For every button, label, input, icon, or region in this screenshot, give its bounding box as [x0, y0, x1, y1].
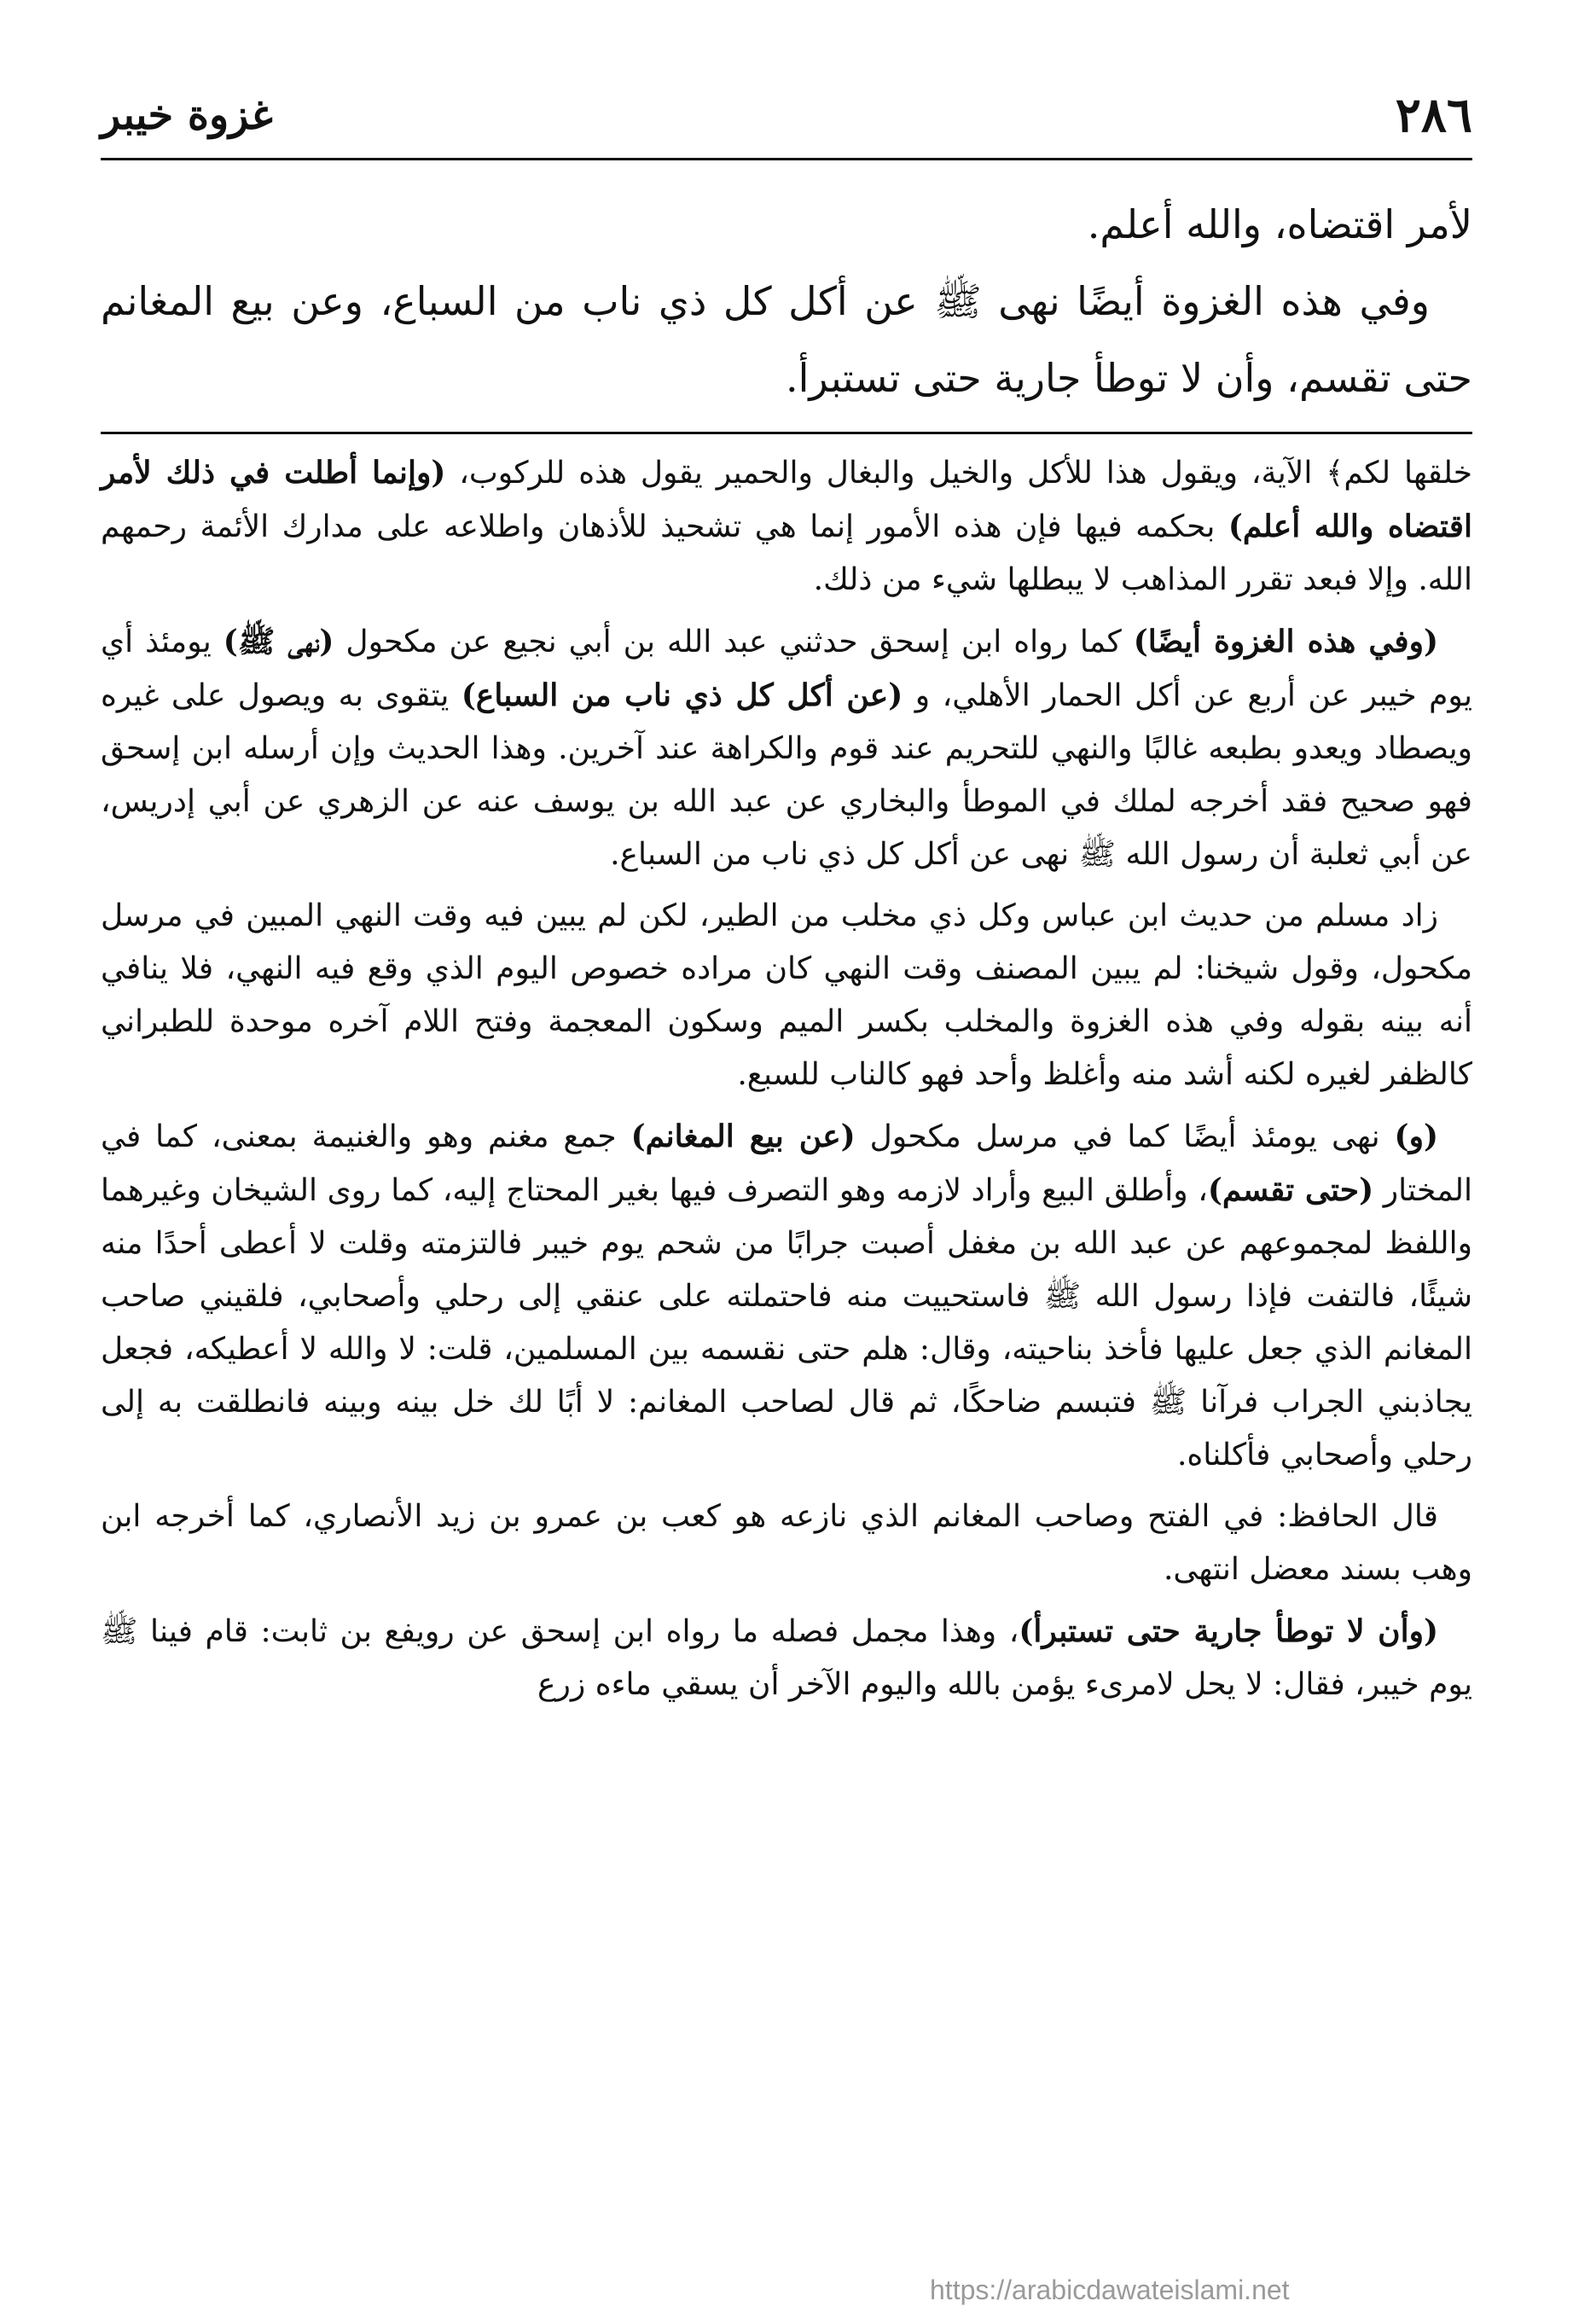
main-paragraph: وفي هذه الغزوة أيضًا نهى ﷺ عن أكل كل ذي ناب من السباع، وعن بيع المغانم حتى تقسم، وأن لا توطأ جارية حتى تستبرأ.	[101, 278, 1472, 401]
book-page	[101, 81, 1472, 1720]
commentary-text: جمع مغنم وهو والغنيمة بمعنى، كما في المختار	[101, 1119, 1472, 1208]
running-title: غزوة خيبر	[101, 91, 273, 139]
commentary-text: يتقوى به ويصول على غيره ويصطاد ويعدو بطبعه غالبًا والنهي للتحريم عند قوم والكراهة عند آخرين. وهذا الحديث وإن أرسله ابن إسحق فهو صحيح فقد أخرجه لملك في الموطأ والبخاري عن عبد الله بن يوسف عنه عن الزهري عن أبي إدريس، عن أبي ثعلبة أن رسول الله ﷺ نهى عن أكل كل ذي ناب من السباع.	[101, 678, 1472, 872]
main-text	[101, 186, 1472, 416]
commentary-text: يومئذ أي يوم خيبر عن أربع عن أكل الحمار الأهلي، و	[101, 625, 1472, 713]
quoted-matn: (وفي هذه الغزوة أيضًا)	[1133, 624, 1439, 659]
quoted-matn: (عن أكل كل ذي ناب من السباع)	[461, 677, 903, 713]
quoted-matn: (وأن لا توطأ جارية حتى تستبرأ)	[1019, 1613, 1439, 1649]
quoted-matn: (نهى ﷺ)	[223, 624, 334, 659]
watermark-url: https://arabicdawateislami.net	[930, 2275, 1290, 2305]
commentary-paragraph	[101, 446, 1472, 607]
divider-rule	[101, 432, 1472, 434]
main-paragraph: لأمر اقتضاه، والله أعلم.	[1087, 201, 1472, 247]
commentary-text: ، وأطلق البيع وأراد لازمه وهو التصرف فيها بغير المحتاج إليه، كما روى الشيخان وغيرهما واللفظ لمجموعهم عن عبد الله بن مغفل أصبت جرابًا من شحم يوم خيبر فالتزمته وقلت لا أعطى أحدًا منه شيئًا، فالتفت فإذا رسول الله ﷺ فاستحييت منه فاحتملته على عنقي إلى رحلي وأصحابي، فلقيني صاحب المغانم الذي جعل عليها فأخذ بناحيته، وقال: هلم حتى نقسمه بين المسلمين، قلت: لا والله لا أعطيكه، فجعل يجاذبني الجراب فرآنا ﷺ فتبسم ضاحكًا، ثم قال لصاحب المغانم: لا أبًا لك خل بينه وبينه فانطلقت به إلى رحلي وأصحابي فأكلناه.	[101, 1173, 1472, 1473]
commentary-text: خلقها لكم﴾ الآية، ويقول هذا للأكل والخيل والبغال والحمير يقول هذه للركوب،	[445, 456, 1472, 491]
commentary-paragraph	[101, 1605, 1472, 1711]
commentary-text: بحكمه فيها فإن هذه الأمور إنما هي تشحيذ للأذهان واطلاعه على مدارك الأئمة رحمهم الله. وإلا فبعد تقرر المذاهب لا يبطلها شيء من ذلك.	[101, 509, 1472, 597]
commentary-paragraph: زاد مسلم من حديث ابن عباس وكل ذي مخلب من الطير، لكن لم يبين فيه وقت النهي المبين في مرسل مكحول، وقول شيخنا: لم يبين المصنف وقت النهي كان مراده خصوص اليوم الذي وقع فيه النهي، فلا ينافي أنه بينه بقوله وفي هذه الغزوة والمخلب بكسر الميم وسكون المعجمة وفتح اللام آخره موحدة للطبراني كالظفر لغيره لكنه أشد منه وأغلظ وأحد فهو كالناب للسبع.	[101, 898, 1472, 1092]
page-header	[101, 81, 1472, 160]
commentary-text: كما رواه ابن إسحق حدثني عبد الله بن أبي نجيع عن مكحول	[334, 625, 1134, 659]
commentary-paragraph: قال الحافظ: في الفتح وصاحب المغانم الذي نازعه هو كعب بن عمرو بن زيد الأنصاري، كما أخرجه ابن وهب بسند معضل انتهى.	[101, 1499, 1472, 1587]
commentary-text: ، وهذا مجمل فصله ما رواه ابن إسحق عن رويفع بن ثابت: قام فينا ﷺ يوم خيبر، فقال: لا يحل لامرىء يؤمن بالله واليوم الآخر أن يسقي ماءه زرع	[101, 1614, 1472, 1702]
quoted-matn: (و)	[1394, 1118, 1438, 1154]
quoted-matn: (حتى تقسم)	[1207, 1172, 1374, 1208]
commentary-paragraph	[101, 1110, 1472, 1482]
commentary	[101, 446, 1472, 1711]
commentary-text: نهى يومئذ أيضًا كما في مرسل مكحول	[855, 1119, 1395, 1154]
quoted-matn: (عن بيع المغانم)	[630, 1118, 856, 1154]
page-number: ٢٨٦	[1395, 87, 1472, 143]
quoted-matn: (وإنما أطلت في ذلك لأمر اقتضاه والله أعلم)	[101, 455, 1472, 544]
commentary-paragraph	[101, 615, 1472, 881]
